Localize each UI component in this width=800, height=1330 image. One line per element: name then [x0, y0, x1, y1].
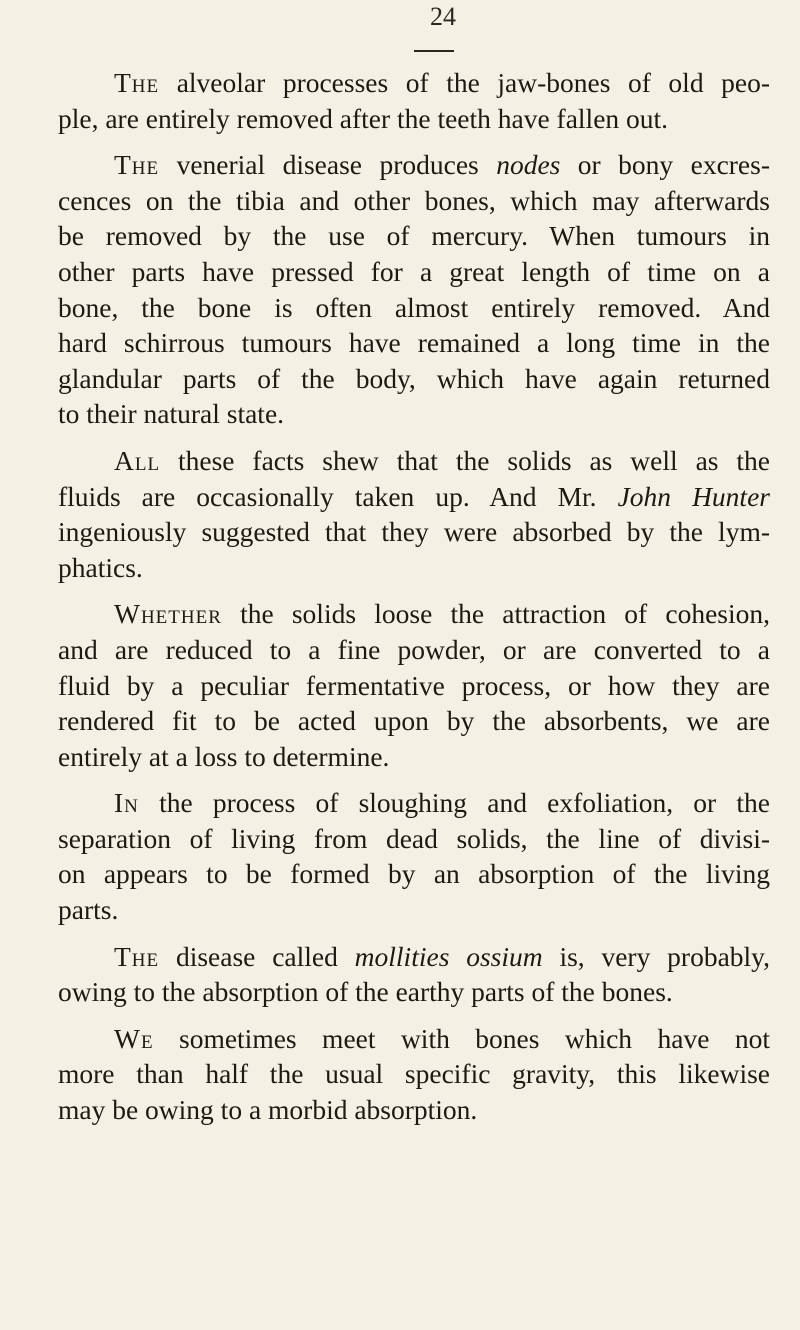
text-line — [58, 254, 770, 290]
line-text: on appears to be formed by an absorption of the living — [58, 858, 770, 890]
line-text: hard schirrous tumours have remained a long time in the — [58, 327, 770, 359]
lead-word: We — [114, 1022, 154, 1054]
line-text: sometimes meet with bones which have not — [153, 1022, 770, 1054]
line-text: cences on the tibia and other bones, which may afterwards — [58, 184, 770, 216]
body-text — [58, 65, 770, 1139]
text-line — [58, 821, 770, 857]
text-line — [58, 550, 770, 586]
line-text: alveolar processes of the jaw-bones of old peo- — [159, 67, 770, 98]
line-text: bone, the bone is often almost entirely removed. And — [58, 291, 770, 323]
text-line — [58, 101, 770, 137]
text-line — [58, 65, 770, 101]
lead-word: Whether — [114, 598, 222, 630]
text-line — [58, 183, 770, 219]
text-line — [58, 361, 770, 397]
line-text: disease called — [159, 940, 355, 972]
paragraph — [58, 443, 770, 585]
page-number: 24 — [430, 2, 456, 31]
paragraph — [58, 1021, 770, 1128]
lead-word: In — [114, 787, 139, 819]
line-text: the solids loose the attraction of cohesion, — [221, 598, 770, 630]
line-text: owing to the absorption of the earthy parts of the bones. — [58, 976, 673, 1008]
text-line — [58, 1021, 770, 1057]
line-text: separation of living from dead solids, the line of divisi- — [58, 822, 770, 854]
paragraph — [58, 939, 770, 1010]
paragraph — [58, 596, 770, 774]
line-text: these facts shew that the solids as well as the — [160, 444, 770, 476]
line-text: ple, are entirely removed after the teeth have fallen out. — [58, 102, 669, 134]
lead-word: The — [114, 149, 160, 181]
line-text: phatics. — [58, 551, 143, 583]
text-line — [58, 443, 770, 479]
text-line — [58, 325, 770, 361]
italic-term: mollities ossium — [354, 940, 543, 972]
text-line — [58, 596, 770, 632]
line-tail: or bony excres- — [560, 149, 770, 181]
line-text: parts. — [58, 894, 119, 926]
lead-word: The — [114, 67, 160, 98]
paragraph — [58, 147, 770, 432]
text-line — [58, 396, 770, 432]
line-text: the process of sloughing and exfoliation, or the — [138, 787, 770, 819]
italic-term: nodes — [496, 149, 561, 181]
line-text: ingeniously suggested that they were absorbed by the lym- — [58, 516, 770, 548]
text-line — [58, 785, 770, 821]
text-line — [58, 1056, 770, 1092]
text-line — [58, 668, 770, 704]
paragraph — [58, 785, 770, 927]
text-line — [58, 147, 770, 183]
line-text: fluid by a peculiar fermentative process, or how they are — [58, 669, 770, 701]
text-line — [58, 479, 770, 515]
line-text: more than half the usual specific gravity, this likewise — [58, 1058, 770, 1090]
text-line — [58, 739, 770, 775]
text-line — [58, 290, 770, 326]
text-line — [58, 939, 770, 975]
text-line — [58, 632, 770, 668]
line-text: fluids are occasionally taken up. And Mr. — [58, 480, 618, 512]
line-text: to their natural state. — [58, 398, 285, 430]
text-line — [58, 1092, 770, 1128]
lead-word: All — [114, 444, 161, 476]
line-text: and are reduced to a fine powder, or are converted to a — [58, 633, 770, 665]
text-line — [58, 514, 770, 550]
text-line — [58, 703, 770, 739]
header-rule — [414, 50, 454, 52]
lead-word: The — [114, 940, 160, 972]
text-line — [58, 974, 770, 1010]
text-line — [58, 892, 770, 928]
italic-term: John Hunter — [617, 480, 770, 512]
line-text: venerial disease produces — [159, 149, 497, 181]
line-text: may be owing to a morbid absorption. — [58, 1094, 478, 1126]
line-text: other parts have pressed for a great length of time on a — [58, 255, 770, 287]
line-text: entirely at a loss to determine. — [58, 740, 390, 772]
line-text: rendered fit to be acted upon by the absorbents, we are — [58, 705, 770, 737]
line-tail: is, very probably, — [542, 940, 771, 972]
line-text: be removed by the use of mercury. When tumours in — [58, 220, 770, 252]
text-line — [58, 856, 770, 892]
text-line — [58, 218, 770, 254]
paragraph — [58, 65, 770, 136]
line-text: glandular parts of the body, which have again returned — [58, 362, 770, 394]
